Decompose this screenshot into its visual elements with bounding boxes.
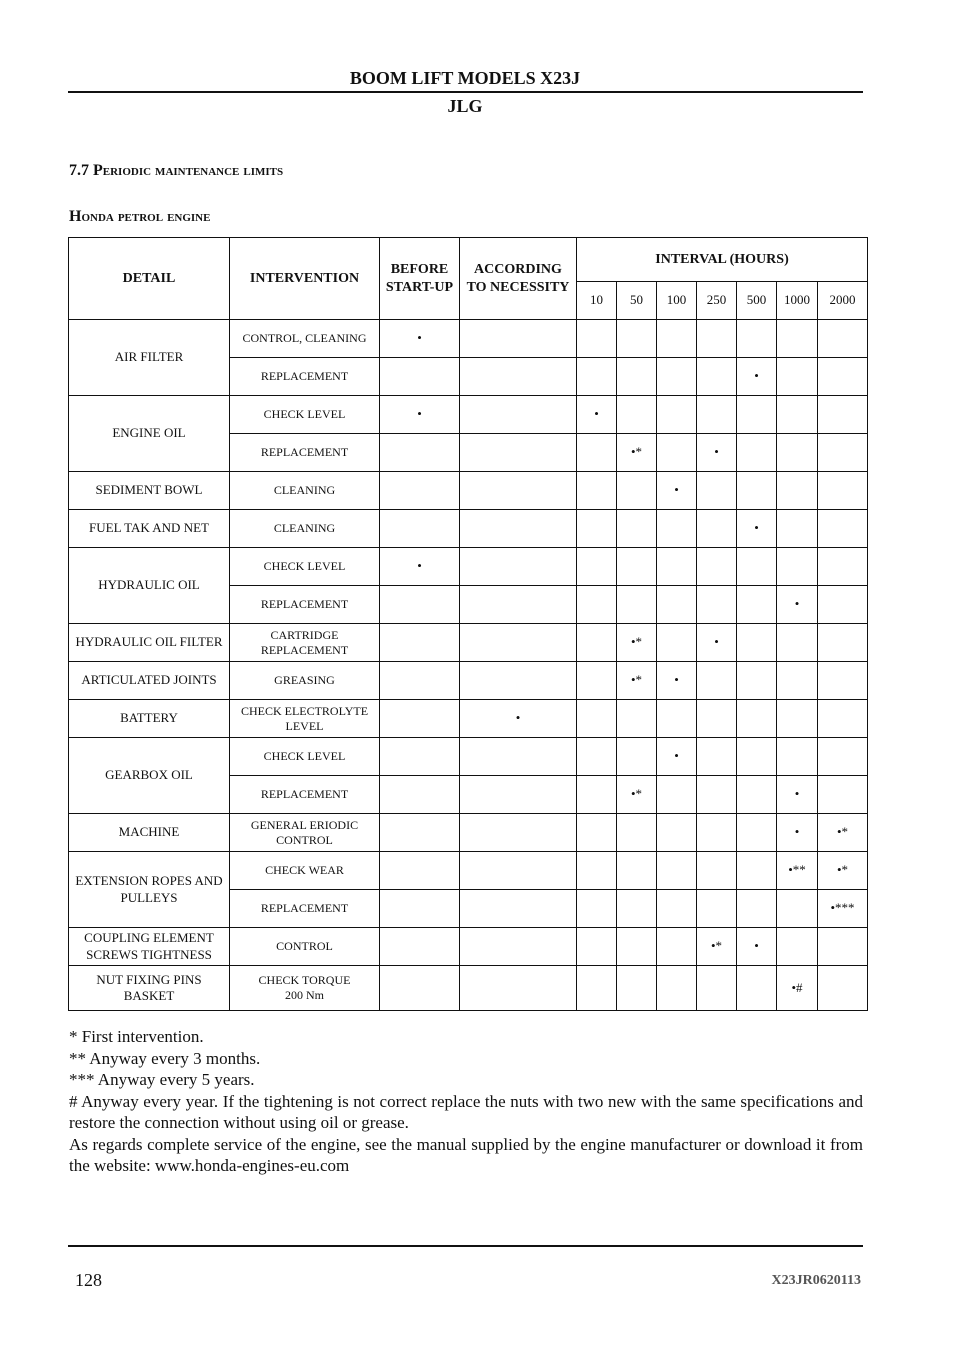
schedule-mark [697, 662, 737, 700]
schedule-mark [777, 510, 818, 548]
page-number: 128 [75, 1270, 102, 1290]
header-hours-250: 250 [697, 282, 737, 320]
schedule-mark [818, 396, 868, 434]
schedule-mark [737, 548, 777, 586]
schedule-mark [818, 510, 868, 548]
schedule-mark [697, 700, 737, 738]
detail-cell: ENGINE OIL [69, 396, 230, 472]
schedule-mark [777, 472, 818, 510]
schedule-mark [460, 966, 577, 1011]
schedule-mark [617, 928, 657, 966]
header-before-startup-line1: BEFORE [390, 262, 449, 277]
schedule-mark [460, 548, 577, 586]
detail-cell: AIR FILTER [69, 320, 230, 396]
schedule-mark [617, 738, 657, 776]
section-title: 7.7 Periodic maintenance limits [69, 162, 284, 179]
schedule-mark [577, 472, 617, 510]
schedule-mark [380, 510, 460, 548]
schedule-mark [380, 738, 460, 776]
schedule-mark [777, 320, 818, 358]
document-header-brand: JLG [447, 96, 483, 116]
schedule-mark [380, 776, 460, 814]
notes [69, 1026, 863, 1177]
header-before-startup [380, 238, 460, 320]
schedule-mark [657, 434, 697, 472]
header-intervention: INTERVENTION [230, 238, 380, 320]
schedule-mark [577, 738, 617, 776]
schedule-mark [657, 814, 697, 852]
schedule-mark: • [657, 472, 697, 510]
schedule-mark [697, 510, 737, 548]
schedule-mark [697, 852, 737, 890]
schedule-mark [777, 700, 818, 738]
intervention-label: CLEANING [273, 521, 336, 535]
schedule-mark [380, 472, 460, 510]
schedule-mark [737, 700, 777, 738]
schedule-mark [577, 928, 617, 966]
intervention-label: CHECK LEVEL [263, 749, 346, 763]
schedule-mark [460, 776, 577, 814]
schedule-mark [577, 548, 617, 586]
intervention-label: REPLACEMENT [260, 901, 349, 915]
schedule-mark [617, 548, 657, 586]
schedule-mark [380, 890, 460, 928]
maintenance-table [68, 237, 868, 1011]
schedule-mark: • [380, 548, 460, 586]
intervention-cell [230, 434, 380, 472]
schedule-mark [617, 852, 657, 890]
detail-cell: ARTICULATED JOINTS [69, 662, 230, 700]
schedule-mark [737, 966, 777, 1011]
schedule-mark [697, 814, 737, 852]
header-hours-100: 100 [657, 282, 697, 320]
schedule-mark [380, 700, 460, 738]
intervention-cell [230, 890, 380, 928]
detail-cell: HYDRAULIC OIL FILTER [69, 624, 230, 662]
schedule-mark [697, 890, 737, 928]
schedule-mark [657, 320, 697, 358]
schedule-mark [777, 396, 818, 434]
table-row [69, 320, 868, 358]
schedule-mark [380, 852, 460, 890]
schedule-mark [777, 434, 818, 472]
schedule-mark [697, 776, 737, 814]
schedule-mark: • [460, 700, 577, 738]
intervention-label: REPLACEMENT [260, 787, 349, 801]
intervention-cell [230, 396, 380, 434]
schedule-mark [380, 662, 460, 700]
schedule-mark [577, 320, 617, 358]
schedule-mark [777, 890, 818, 928]
schedule-mark: •* [617, 434, 657, 472]
intervention-cell [230, 738, 380, 776]
schedule-mark: •*** [818, 890, 868, 928]
schedule-mark [617, 472, 657, 510]
schedule-mark [380, 624, 460, 662]
note-engine-service: As regards complete service of the engine, see the manual supplied by the engine manufacturer or download it from the website: www.honda-engines-eu.com [69, 1134, 863, 1175]
schedule-mark [577, 890, 617, 928]
schedule-mark [617, 320, 657, 358]
schedule-mark [617, 700, 657, 738]
schedule-mark [380, 358, 460, 396]
schedule-mark [657, 776, 697, 814]
schedule-mark: •** [777, 852, 818, 890]
table-row [69, 396, 868, 434]
schedule-mark [617, 890, 657, 928]
note-first-intervention: * First intervention. [69, 1027, 204, 1046]
schedule-mark: • [737, 358, 777, 396]
schedule-mark [818, 586, 868, 624]
intervention-label: CHECK ELECTROLYTE LEVEL [240, 703, 369, 733]
header-according-to-necessity [460, 238, 577, 320]
schedule-mark: • [657, 738, 697, 776]
schedule-mark [697, 320, 737, 358]
intervention-cell [230, 776, 380, 814]
detail-cell: NUT FIXING PINS BASKET [69, 966, 230, 1011]
schedule-mark [460, 624, 577, 662]
schedule-mark [657, 852, 697, 890]
schedule-mark [777, 548, 818, 586]
schedule-mark [657, 586, 697, 624]
document-code: X23JR0620113 [771, 1273, 861, 1288]
table-row [69, 700, 868, 738]
schedule-mark [577, 358, 617, 396]
schedule-mark [737, 776, 777, 814]
schedule-mark [818, 738, 868, 776]
schedule-mark [737, 396, 777, 434]
schedule-mark [460, 890, 577, 928]
schedule-mark [818, 548, 868, 586]
schedule-mark [737, 738, 777, 776]
schedule-mark [697, 358, 737, 396]
schedule-mark [818, 358, 868, 396]
schedule-mark [617, 966, 657, 1011]
schedule-mark [737, 852, 777, 890]
schedule-mark [617, 396, 657, 434]
table-row [69, 928, 868, 966]
schedule-mark [818, 624, 868, 662]
schedule-mark [657, 890, 697, 928]
detail-cell: BATTERY [69, 700, 230, 738]
intervention-label: REPLACEMENT [260, 369, 349, 383]
intervention-label: CONTROL, CLEANING [242, 331, 367, 345]
schedule-mark [737, 586, 777, 624]
schedule-mark [777, 738, 818, 776]
schedule-mark [460, 928, 577, 966]
schedule-mark [737, 890, 777, 928]
detail-cell: MACHINE [69, 814, 230, 852]
schedule-mark [380, 434, 460, 472]
schedule-mark [577, 700, 617, 738]
header-rule [68, 91, 863, 93]
schedule-mark: • [697, 434, 737, 472]
schedule-mark [577, 776, 617, 814]
schedule-mark: •* [617, 662, 657, 700]
schedule-mark [460, 852, 577, 890]
intervention-cell [230, 320, 380, 358]
intervention-cell [230, 358, 380, 396]
schedule-mark: • [777, 586, 818, 624]
table-row [69, 510, 868, 548]
schedule-mark [737, 814, 777, 852]
note-every-5-years: *** Anyway every 5 years. [69, 1070, 255, 1089]
intervention-label: CARTRIDGE REPLACEMENT [260, 627, 349, 657]
intervention-cell [230, 624, 380, 662]
intervention-cell [230, 510, 380, 548]
header-hours-1000: 1000 [777, 282, 818, 320]
schedule-mark [818, 434, 868, 472]
schedule-mark [657, 624, 697, 662]
schedule-mark [460, 814, 577, 852]
schedule-mark [617, 510, 657, 548]
intervention-sublabel: 200 Nm [285, 988, 324, 1002]
schedule-mark [460, 434, 577, 472]
schedule-mark [380, 586, 460, 624]
intervention-label: CLEANING [273, 483, 336, 497]
schedule-mark [460, 396, 577, 434]
schedule-mark [777, 662, 818, 700]
intervention-cell [230, 928, 380, 966]
detail-cell: GEARBOX OIL [69, 738, 230, 814]
schedule-mark [697, 472, 737, 510]
note-every-3-months: ** Anyway every 3 months. [69, 1048, 261, 1068]
intervention-cell [230, 966, 380, 1011]
table-row [69, 738, 868, 776]
schedule-mark [737, 320, 777, 358]
intervention-label: CHECK LEVEL [263, 559, 346, 573]
schedule-mark [697, 548, 737, 586]
intervention-cell [230, 472, 380, 510]
schedule-mark: • [380, 320, 460, 358]
detail-cell: EXTENSION ROPES AND PULLEYS [69, 852, 230, 928]
schedule-mark [657, 548, 697, 586]
header-hours-2000: 2000 [818, 282, 868, 320]
schedule-mark [818, 662, 868, 700]
detail-cell: HYDRAULIC OIL [69, 548, 230, 624]
header-detail: DETAIL [69, 238, 230, 320]
schedule-mark [697, 586, 737, 624]
schedule-mark: • [697, 624, 737, 662]
schedule-mark: •* [617, 624, 657, 662]
intervention-cell [230, 662, 380, 700]
schedule-mark: •* [617, 776, 657, 814]
intervention-label: REPLACEMENT [260, 597, 349, 611]
schedule-mark [617, 358, 657, 396]
schedule-mark [577, 662, 617, 700]
schedule-mark [818, 320, 868, 358]
header-interval-hours: INTERVAL (HOURS) [577, 238, 868, 282]
schedule-mark [818, 966, 868, 1011]
schedule-mark [777, 928, 818, 966]
intervention-label: CHECK WEAR [265, 863, 344, 877]
note-every-year: # Anyway every year. If the tightening is not correct replace the nuts with two new with the same specifications and restore the connection without using oil or grease. [69, 1091, 863, 1132]
schedule-mark [577, 510, 617, 548]
schedule-mark [737, 624, 777, 662]
schedule-mark [380, 928, 460, 966]
header-hours-10: 10 [577, 282, 617, 320]
maintenance-table-body [69, 320, 868, 1011]
schedule-mark: • [657, 662, 697, 700]
intervention-cell [230, 814, 380, 852]
table-row [69, 624, 868, 662]
table-row [69, 852, 868, 890]
intervention-label: CONTROL [276, 939, 333, 953]
schedule-mark: • [777, 814, 818, 852]
table-row [69, 966, 868, 1011]
header-before-startup-line2: START-UP [385, 279, 454, 295]
schedule-mark: •* [697, 928, 737, 966]
schedule-mark [460, 472, 577, 510]
schedule-mark [777, 358, 818, 396]
header-hours-500: 500 [737, 282, 777, 320]
schedule-mark [380, 966, 460, 1011]
schedule-mark [657, 396, 697, 434]
schedule-mark [697, 738, 737, 776]
schedule-mark: •* [818, 852, 868, 890]
schedule-mark [460, 510, 577, 548]
table-row [69, 662, 868, 700]
header-according-line2: TO NECESSITY [466, 279, 570, 295]
detail-cell: SEDIMENT BOWL [69, 472, 230, 510]
schedule-mark [818, 700, 868, 738]
schedule-mark [657, 358, 697, 396]
schedule-mark [697, 966, 737, 1011]
intervention-label: REPLACEMENT [260, 445, 349, 459]
table-row [69, 548, 868, 586]
schedule-mark [818, 776, 868, 814]
schedule-mark [460, 320, 577, 358]
detail-cell: FUEL TAK AND NET [69, 510, 230, 548]
schedule-mark [577, 624, 617, 662]
schedule-mark [617, 814, 657, 852]
schedule-mark [777, 624, 818, 662]
schedule-mark [460, 662, 577, 700]
intervention-label: GENERAL ERIODIC CONTROL [250, 817, 359, 847]
document-header-title: BOOM LIFT MODELS X23J [349, 68, 581, 88]
schedule-mark: •* [818, 814, 868, 852]
schedule-mark: •# [777, 966, 818, 1011]
subsection-title: Honda petrol engine [69, 208, 211, 225]
schedule-mark [577, 966, 617, 1011]
schedule-mark: • [737, 928, 777, 966]
schedule-mark: • [777, 776, 818, 814]
schedule-mark [657, 966, 697, 1011]
intervention-cell [230, 700, 380, 738]
schedule-mark [657, 700, 697, 738]
schedule-mark [380, 814, 460, 852]
schedule-mark: • [380, 396, 460, 434]
schedule-mark [818, 472, 868, 510]
schedule-mark: • [577, 396, 617, 434]
table-row [69, 814, 868, 852]
schedule-mark [617, 586, 657, 624]
schedule-mark [577, 586, 617, 624]
schedule-mark [818, 928, 868, 966]
table-row [69, 472, 868, 510]
intervention-cell [230, 548, 380, 586]
header-hours-50: 50 [617, 282, 657, 320]
schedule-mark [577, 814, 617, 852]
header-according-line1: ACCORDING [474, 262, 562, 277]
intervention-label: CHECK TORQUE [258, 973, 351, 987]
schedule-mark [577, 852, 617, 890]
schedule-mark [657, 928, 697, 966]
intervention-cell [230, 852, 380, 890]
intervention-label: GREASING [274, 673, 335, 687]
detail-cell: COUPLING ELEMENT SCREWS TIGHTNESS [69, 928, 230, 966]
intervention-cell [230, 586, 380, 624]
footer-rule [68, 1245, 863, 1247]
schedule-mark [460, 738, 577, 776]
schedule-mark [737, 662, 777, 700]
schedule-mark [697, 396, 737, 434]
schedule-mark: • [737, 510, 777, 548]
schedule-mark [460, 586, 577, 624]
schedule-mark [577, 434, 617, 472]
intervention-label: CHECK LEVEL [263, 407, 346, 421]
schedule-mark [657, 510, 697, 548]
schedule-mark [737, 434, 777, 472]
schedule-mark [460, 358, 577, 396]
schedule-mark [737, 472, 777, 510]
